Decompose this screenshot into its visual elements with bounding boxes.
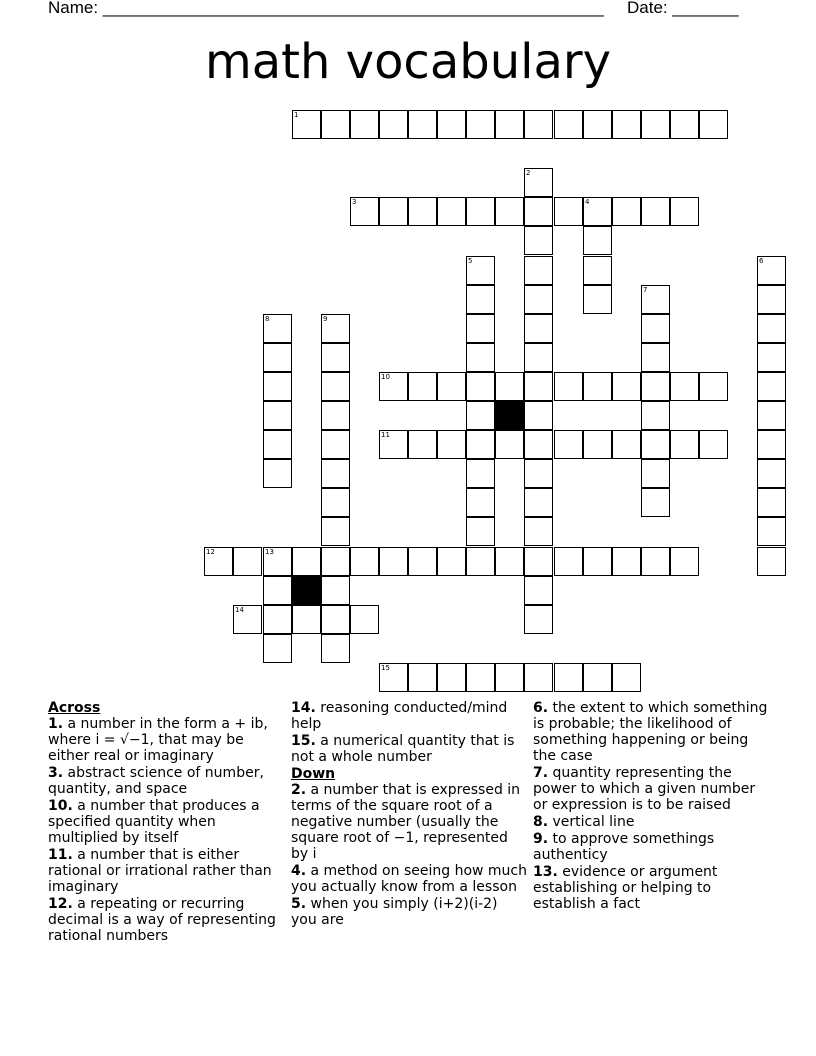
down-clue-list	[291, 782, 527, 928]
grid-cell[interactable]	[379, 197, 408, 226]
grid-cell[interactable]	[641, 459, 670, 488]
clue-item	[291, 700, 527, 732]
grid-cell[interactable]	[466, 517, 495, 546]
grid-cell[interactable]	[408, 372, 437, 401]
grid-cell[interactable]	[321, 547, 350, 576]
grid-cell[interactable]	[466, 459, 495, 488]
grid-cell[interactable]	[554, 663, 583, 692]
grid-cell[interactable]	[524, 517, 553, 546]
grid-cell[interactable]	[612, 110, 641, 139]
clue-item	[48, 896, 276, 944]
grid-cell[interactable]	[350, 605, 379, 634]
grid-cell[interactable]	[641, 343, 670, 372]
grid-cell[interactable]	[321, 401, 350, 430]
grid-cell[interactable]	[466, 547, 495, 576]
grid-cell[interactable]	[263, 343, 292, 372]
clue-item	[533, 765, 769, 813]
grid-cell[interactable]	[670, 547, 699, 576]
grid-cell[interactable]	[554, 430, 583, 459]
clue-item-text: vertical line	[548, 814, 635, 830]
grid-cell[interactable]	[612, 663, 641, 692]
grid-cell[interactable]	[495, 372, 524, 401]
grid-cell[interactable]	[292, 547, 321, 576]
grid-cell[interactable]	[670, 197, 699, 226]
clue-number: 15	[381, 664, 390, 672]
grid-cell[interactable]	[495, 430, 524, 459]
grid-cell[interactable]	[757, 430, 786, 459]
grid-cell[interactable]	[466, 488, 495, 517]
grid-cell[interactable]	[437, 372, 466, 401]
grid-cell[interactable]	[554, 547, 583, 576]
clue-item-text: to approve somethings authenticy	[533, 831, 715, 863]
clue-item-text: a numerical quantity that is not a whole number	[291, 733, 515, 765]
grid-cell[interactable]	[524, 372, 553, 401]
clue-item	[291, 863, 527, 895]
grid-cell[interactable]	[263, 605, 292, 634]
clues-column-2	[291, 700, 527, 929]
across-clue-list-cont	[291, 700, 527, 765]
grid-cell[interactable]	[641, 547, 670, 576]
grid-cell[interactable]	[408, 197, 437, 226]
clue-number: 13	[265, 548, 274, 556]
grid-cell[interactable]	[466, 343, 495, 372]
grid-cell[interactable]	[524, 488, 553, 517]
grid-cell[interactable]	[524, 663, 553, 692]
clue-number: 3	[352, 198, 357, 206]
grid-cell[interactable]	[292, 605, 321, 634]
grid-cell[interactable]	[670, 430, 699, 459]
grid-cell[interactable]	[757, 547, 786, 576]
grid-cell[interactable]	[379, 547, 408, 576]
grid-cell[interactable]	[612, 430, 641, 459]
clue-number: 5	[468, 257, 473, 265]
grid-cell[interactable]	[524, 343, 553, 372]
grid-cell[interactable]	[757, 314, 786, 343]
down-heading: Down	[291, 766, 336, 782]
grid-cell[interactable]	[408, 547, 437, 576]
clue-item-number: 3.	[48, 765, 64, 781]
grid-cell[interactable]	[583, 663, 612, 692]
grid-cell[interactable]	[408, 430, 437, 459]
grid-cell[interactable]	[437, 547, 466, 576]
grid-cell[interactable]	[612, 197, 641, 226]
grid-cell[interactable]	[466, 430, 495, 459]
clue-item-number: 2.	[291, 782, 307, 798]
grid-cell[interactable]	[466, 110, 495, 139]
clue-item-text: when you simply (i+2)(i-2) you are	[291, 896, 498, 928]
grid-cell[interactable]	[583, 256, 612, 285]
grid-cell[interactable]	[379, 110, 408, 139]
grid-cell[interactable]	[757, 517, 786, 546]
grid-cell[interactable]	[641, 314, 670, 343]
grid-cell[interactable]	[641, 401, 670, 430]
grid-cell[interactable]	[757, 285, 786, 314]
grid-cell[interactable]	[321, 517, 350, 546]
clue-item-number: 10.	[48, 798, 73, 814]
grid-cell[interactable]	[263, 372, 292, 401]
grid-cell[interactable]	[321, 634, 350, 663]
clue-item	[48, 716, 276, 764]
grid-cell[interactable]	[699, 430, 728, 459]
clue-item-text: abstract science of number, quantity, and space	[48, 765, 264, 797]
clue-item-text: evidence or argument establishing or helping to establish a fact	[533, 864, 718, 912]
grid-cell[interactable]	[466, 401, 495, 430]
grid-cell[interactable]	[699, 372, 728, 401]
clue-number: 4	[585, 198, 590, 206]
clue-item	[48, 847, 276, 895]
grid-cell[interactable]	[263, 401, 292, 430]
grid-cell[interactable]	[321, 343, 350, 372]
clue-item-number: 8.	[533, 814, 549, 830]
grid-cell[interactable]	[757, 401, 786, 430]
grid-cell[interactable]	[554, 197, 583, 226]
clue-item	[48, 765, 276, 797]
clue-item	[291, 782, 527, 862]
grid-cell[interactable]	[437, 110, 466, 139]
grid-cell[interactable]	[466, 197, 495, 226]
grid-cell[interactable]	[757, 459, 786, 488]
grid-cell[interactable]	[524, 314, 553, 343]
clue-item-number: 13.	[533, 864, 558, 880]
page-title: math vocabulary	[204, 34, 612, 90]
grid-cell[interactable]	[321, 372, 350, 401]
clue-item-text: a repeating or recurring decimal is a way of representing rational numbers	[48, 896, 276, 944]
grid-cell[interactable]	[583, 430, 612, 459]
across-heading: Across	[48, 700, 101, 716]
grid-cell[interactable]	[263, 459, 292, 488]
grid-cell[interactable]	[670, 110, 699, 139]
clue-number: 1	[294, 111, 299, 119]
grid-cell[interactable]	[612, 372, 641, 401]
grid-cell[interactable]	[466, 285, 495, 314]
grid-cell[interactable]	[350, 547, 379, 576]
clue-item-text: a method on seeing how much you actually know from a lesson	[291, 863, 527, 895]
grid-cell[interactable]	[524, 605, 553, 634]
grid-cell[interactable]	[263, 430, 292, 459]
grid-cell[interactable]	[321, 488, 350, 517]
clue-item-number: 9.	[533, 831, 549, 847]
clue-item-number: 12.	[48, 896, 73, 912]
clue-number: 11	[381, 431, 390, 439]
grid-cell[interactable]	[583, 547, 612, 576]
clue-number: 14	[235, 606, 244, 614]
clue-item-number: 14.	[291, 700, 316, 716]
clue-item-number: 6.	[533, 700, 549, 716]
grid-cell[interactable]	[524, 256, 553, 285]
clue-item-text: a number that produces a specified quantity when multiplied by itself	[48, 798, 260, 846]
clue-number: 2	[526, 169, 531, 177]
down-clue-list-cont	[533, 700, 769, 912]
grid-cell[interactable]	[641, 197, 670, 226]
grid-cell[interactable]	[321, 459, 350, 488]
grid-cell[interactable]	[437, 197, 466, 226]
clue-item-text: a number that is expressed in terms of the square root of a negative number (usually the square root of −1, represented by i	[291, 782, 521, 862]
grid-cell[interactable]	[583, 285, 612, 314]
clue-number: 8	[265, 315, 270, 323]
grid-cell[interactable]	[350, 110, 379, 139]
grid-cell[interactable]	[641, 372, 670, 401]
grid-cell[interactable]	[321, 605, 350, 634]
grid-cell[interactable]	[466, 372, 495, 401]
grid-cell[interactable]	[466, 663, 495, 692]
grid-cell[interactable]	[524, 576, 553, 605]
grid-cell[interactable]	[495, 197, 524, 226]
clue-item-number: 4.	[291, 863, 307, 879]
clue-number: 7	[643, 286, 648, 294]
grid-cell[interactable]	[524, 197, 553, 226]
grid-cell[interactable]	[641, 110, 670, 139]
grid-cell[interactable]	[263, 634, 292, 663]
clue-item-text: the extent to which something is probable; the likelihood of something happening or being the case	[533, 700, 768, 764]
grid-cell[interactable]	[583, 110, 612, 139]
black-cell	[495, 401, 524, 430]
grid-cell[interactable]	[321, 576, 350, 605]
clue-number: 6	[759, 257, 764, 265]
clue-item	[291, 896, 527, 928]
black-cell	[292, 576, 321, 605]
grid-cell[interactable]	[757, 343, 786, 372]
grid-cell[interactable]	[321, 430, 350, 459]
clue-item	[533, 831, 769, 863]
clue-number: 12	[206, 548, 215, 556]
grid-cell[interactable]	[641, 488, 670, 517]
grid-cell[interactable]	[466, 314, 495, 343]
clue-item	[533, 814, 769, 830]
clue-item	[48, 798, 276, 846]
clues-column-1	[48, 700, 276, 945]
clue-item-number: 7.	[533, 765, 549, 781]
clue-item	[533, 864, 769, 912]
clue-item-number: 5.	[291, 896, 307, 912]
grid-cell[interactable]	[495, 547, 524, 576]
grid-cell[interactable]	[583, 372, 612, 401]
grid-cell[interactable]	[554, 372, 583, 401]
grid-cell[interactable]	[408, 663, 437, 692]
grid-cell[interactable]	[670, 372, 699, 401]
grid-cell[interactable]	[524, 459, 553, 488]
grid-cell[interactable]	[524, 430, 553, 459]
across-clue-list	[48, 716, 276, 944]
grid-cell[interactable]	[554, 110, 583, 139]
grid-cell[interactable]	[524, 285, 553, 314]
grid-cell[interactable]	[757, 488, 786, 517]
clue-item	[533, 700, 769, 764]
grid-cell[interactable]	[437, 663, 466, 692]
clue-number: 10	[381, 373, 390, 381]
grid-cell[interactable]	[524, 226, 553, 255]
name-field[interactable]: Name: _____________________________________________________	[48, 0, 604, 17]
grid-cell[interactable]	[408, 110, 437, 139]
clue-item-number: 1.	[48, 716, 64, 732]
clue-item-number: 15.	[291, 733, 316, 749]
clue-number: 9	[323, 315, 328, 323]
grid-cell[interactable]	[699, 110, 728, 139]
date-field[interactable]: Date: _______	[627, 0, 739, 17]
grid-cell[interactable]	[495, 663, 524, 692]
clue-item	[291, 733, 527, 765]
clue-item-text: reasoning conducted/mind help	[291, 700, 508, 732]
grid-cell[interactable]	[524, 547, 553, 576]
grid-cell[interactable]	[233, 547, 262, 576]
clue-item-text: a number that is either rational or irrational rather than imaginary	[48, 847, 272, 895]
grid-cell[interactable]	[263, 576, 292, 605]
clue-item-number: 11.	[48, 847, 73, 863]
grid-cell[interactable]	[612, 547, 641, 576]
clue-item-text: quantity representing the power to which a given number or expression is to be raised	[533, 765, 756, 813]
clues-column-3	[533, 700, 769, 913]
grid-cell[interactable]	[524, 110, 553, 139]
grid-cell[interactable]	[524, 401, 553, 430]
grid-cell[interactable]	[437, 430, 466, 459]
grid-cell[interactable]	[495, 110, 524, 139]
grid-cell[interactable]	[321, 110, 350, 139]
grid-cell[interactable]	[757, 372, 786, 401]
grid-cell[interactable]	[641, 430, 670, 459]
clue-item-text: a number in the form a + ib, where i = √−1, that may be either real or imaginary	[48, 716, 268, 764]
grid-cell[interactable]	[583, 226, 612, 255]
